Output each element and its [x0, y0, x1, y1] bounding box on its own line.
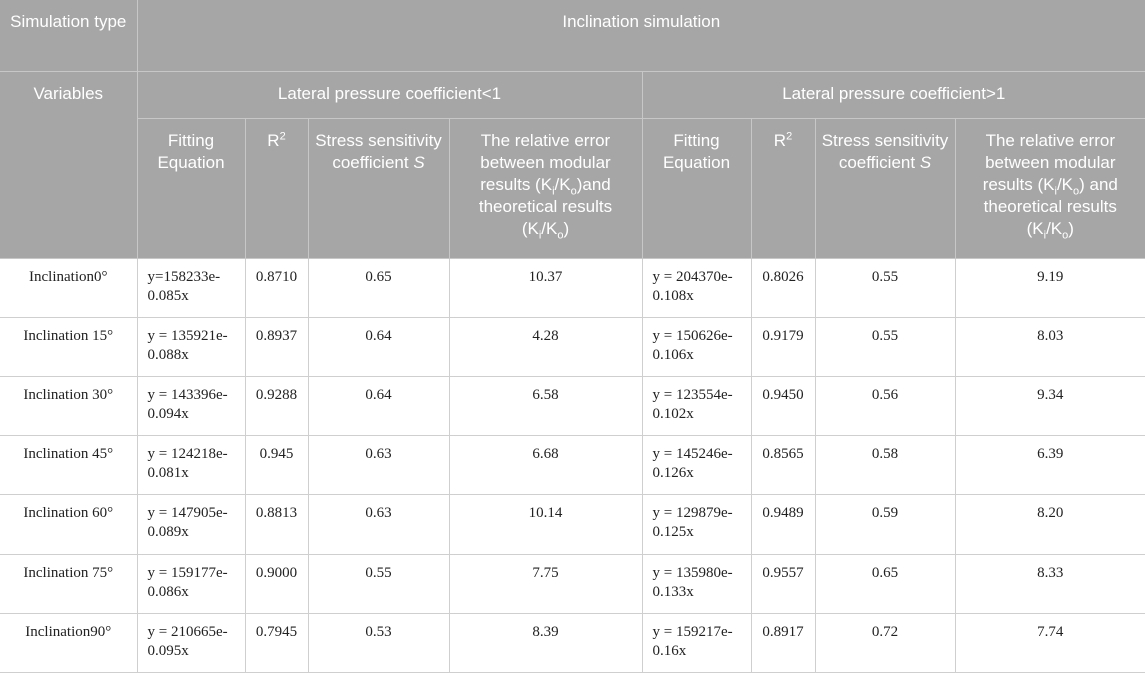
- table-body: [0, 258, 1145, 673]
- r-squared-base: R: [773, 130, 787, 150]
- fitting-equation-lt1: y = 135921e-0.088x: [137, 317, 245, 376]
- fitting-equation-gt1: y = 204370e-0.108x: [642, 258, 751, 317]
- stress-label: Stress sensitivity coefficient: [821, 130, 949, 172]
- table-row: [0, 495, 1145, 554]
- relative-error-lt1: 4.28: [449, 317, 642, 376]
- table-row: [0, 436, 1145, 495]
- stress-sensitivity-header-gt1: [815, 118, 955, 258]
- stress-sensitivity-gt1: 0.55: [815, 317, 955, 376]
- row-label: Inclination 45°: [0, 436, 137, 495]
- inclination-simulation-header: Inclination simulation: [137, 0, 1145, 71]
- table-row: [0, 317, 1145, 376]
- r-squared-lt1: 0.9000: [245, 554, 308, 613]
- relative-error-header-lt1: The relative error between modular results $(K_i/K_o)and$ theoretical results $(K_i/K_o)$: [449, 118, 642, 258]
- table-row: [0, 554, 1145, 613]
- relative-error-lt1: 7.75: [449, 554, 642, 613]
- fitting-equation-lt1: y = 159177e-0.086x: [137, 554, 245, 613]
- relative-error-lt1: 6.68: [449, 436, 642, 495]
- r-squared-lt1: 0.8710: [245, 258, 308, 317]
- stress-sensitivity-gt1: 0.56: [815, 376, 955, 435]
- header-row-2: [0, 71, 1145, 118]
- stress-symbol: S: [413, 152, 425, 172]
- lateral-pressure-lt1-header: Lateral pressure coefficient<1: [137, 71, 642, 118]
- fitting-equation-gt1: y = 123554e-0.102x: [642, 376, 751, 435]
- row-label: Inclination 15°: [0, 317, 137, 376]
- lateral-pressure-gt1-header: Lateral pressure coefficient>1: [642, 71, 1145, 118]
- fitting-equation-gt1: y = 129879e-0.125x: [642, 495, 751, 554]
- r-squared-lt1: 0.7945: [245, 613, 308, 672]
- err-sub-i-2: i: [538, 228, 542, 241]
- err-text: The relative error between modular results (K: [480, 130, 611, 194]
- table-row: [0, 613, 1145, 672]
- err-text: The relative error between modular results (K: [982, 130, 1116, 194]
- r-squared-lt1: 0.8937: [245, 317, 308, 376]
- err-sub-i: i: [1054, 184, 1057, 197]
- r-squared-gt1: 0.9450: [751, 376, 815, 435]
- relative-error-gt1: 6.39: [955, 436, 1145, 495]
- stress-sensitivity-gt1: 0.58: [815, 436, 955, 495]
- r-squared-sup: 2: [786, 129, 793, 142]
- row-label: Inclination90°: [0, 613, 137, 672]
- r-squared-gt1: 0.8026: [751, 258, 815, 317]
- err-sub-i-2: i: [1043, 228, 1047, 241]
- r-squared-gt1: 0.9489: [751, 495, 815, 554]
- stress-sensitivity-gt1: 0.65: [815, 554, 955, 613]
- err-sub-o-2: o: [557, 228, 564, 241]
- relative-error-gt1: 8.20: [955, 495, 1145, 554]
- err-sub-o: o: [1073, 184, 1080, 197]
- err-sub-o-2: o: [1062, 228, 1069, 241]
- err-mid: )and theoretical results: [478, 174, 613, 216]
- relative-error-gt1: 9.19: [955, 258, 1145, 317]
- header-row-3: [0, 118, 1145, 258]
- header-row-1: [0, 0, 1145, 71]
- stress-sensitivity-gt1: 0.72: [815, 613, 955, 672]
- r-squared-gt1: 0.8565: [751, 436, 815, 495]
- r-squared-lt1: 0.8813: [245, 495, 308, 554]
- r-squared-base: R: [267, 130, 280, 150]
- relative-error-gt1: 8.03: [955, 317, 1145, 376]
- stress-sensitivity-lt1: 0.64: [308, 376, 449, 435]
- stress-sensitivity-lt1: 0.63: [308, 495, 449, 554]
- fitting-equation-lt1: y = 147905e-0.089x: [137, 495, 245, 554]
- variables-header: Variables: [0, 71, 137, 258]
- r-squared-gt1: 0.8917: [751, 613, 815, 672]
- relative-error-gt1: 8.33: [955, 554, 1145, 613]
- table-row: [0, 376, 1145, 435]
- r-squared-lt1: 0.945: [245, 436, 308, 495]
- stress-sensitivity-lt1: 0.55: [308, 554, 449, 613]
- stress-sensitivity-lt1: 0.65: [308, 258, 449, 317]
- r-squared-lt1: 0.9288: [245, 376, 308, 435]
- relative-error-lt1: 10.14: [449, 495, 642, 554]
- err-sub-o: o: [570, 184, 577, 197]
- stress-sensitivity-lt1: 0.63: [308, 436, 449, 495]
- relative-error-gt1: 7.74: [955, 613, 1145, 672]
- r-squared-sup: 2: [279, 129, 286, 142]
- err-mid: ) and theoretical results: [983, 174, 1118, 216]
- fitting-equation-gt1: y = 145246e-0.126x: [642, 436, 751, 495]
- fitting-equation-header-gt1: Fitting Equation: [642, 118, 751, 258]
- r-squared-gt1: 0.9179: [751, 317, 815, 376]
- r-squared-header-lt1: [245, 118, 308, 258]
- fitting-equation-lt1: y = 143396e-0.094x: [137, 376, 245, 435]
- row-label: Inclination 75°: [0, 554, 137, 613]
- stress-sensitivity-lt1: 0.53: [308, 613, 449, 672]
- relative-error-lt1: 6.58: [449, 376, 642, 435]
- stress-symbol: S: [919, 152, 932, 172]
- fitting-equation-lt1: y=158233e-0.085x: [137, 258, 245, 317]
- relative-error-lt1: 8.39: [449, 613, 642, 672]
- table-header: [0, 0, 1145, 258]
- simulation-type-header: Simulation type: [0, 0, 137, 71]
- row-label: Inclination 30°: [0, 376, 137, 435]
- relative-error-gt1: 9.34: [955, 376, 1145, 435]
- table-row: [0, 258, 1145, 317]
- fitting-equation-lt1: y = 124218e-0.081x: [137, 436, 245, 495]
- row-label: Inclination 60°: [0, 495, 137, 554]
- stress-sensitivity-gt1: 0.59: [815, 495, 955, 554]
- r-squared-gt1: 0.9557: [751, 554, 815, 613]
- relative-error-lt1: 10.37: [449, 258, 642, 317]
- err-sub-i: i: [552, 184, 555, 197]
- fitting-equation-gt1: y = 159217e-0.16x: [642, 613, 751, 672]
- relative-error-header-gt1: The relative error between modular results $(K_i/K_o)$ and theoretical results $(K_i/K_o)$: [955, 118, 1145, 258]
- stress-sensitivity-lt1: 0.64: [308, 317, 449, 376]
- fitting-equation-header-lt1: Fitting Equation: [137, 118, 245, 258]
- row-label: Inclination0°: [0, 258, 137, 317]
- stress-sensitivity-header-lt1: [308, 118, 449, 258]
- r-squared-header-gt1: [751, 118, 815, 258]
- stress-sensitivity-gt1: 0.55: [815, 258, 955, 317]
- stress-label: Stress sensitivity coefficient: [315, 130, 442, 172]
- fitting-equation-gt1: y = 135980e-0.133x: [642, 554, 751, 613]
- fitting-equation-gt1: y = 150626e-0.106x: [642, 317, 751, 376]
- fitting-equation-lt1: y = 210665e-0.095x: [137, 613, 245, 672]
